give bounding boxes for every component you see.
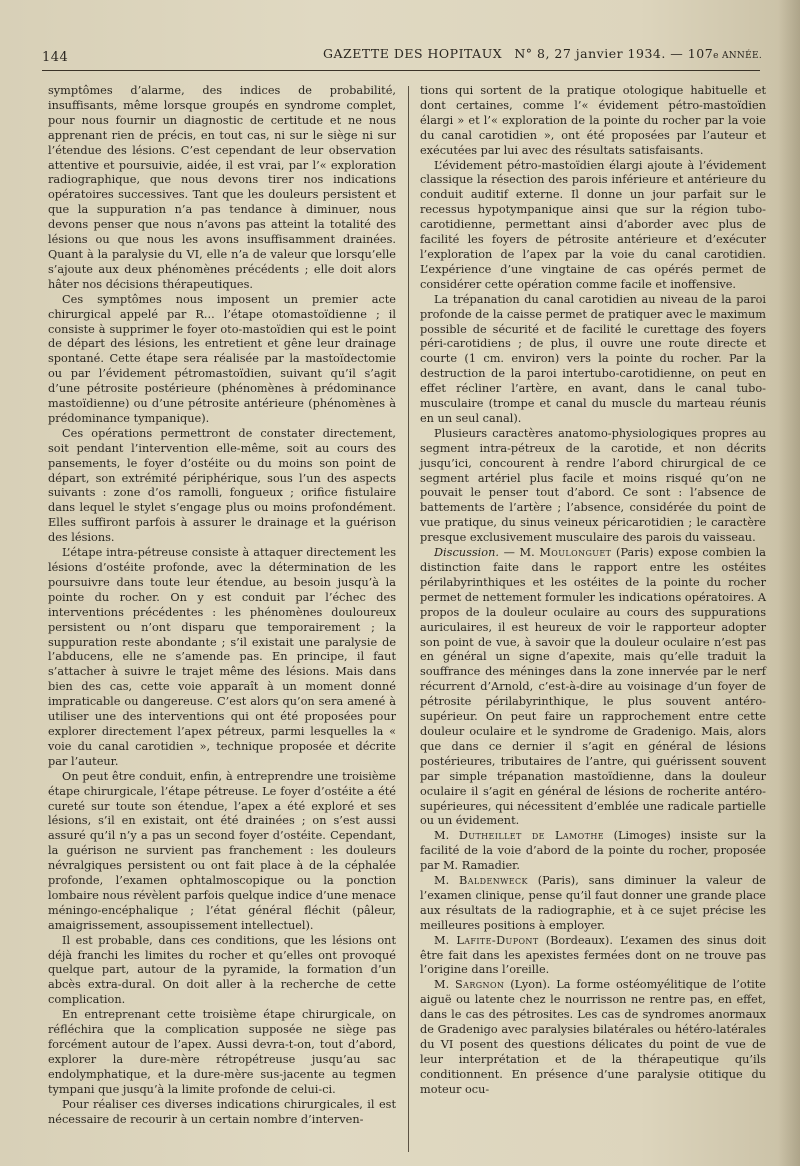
paragraph: Ces opérations permettront de constater directement, soit pendant l’intervention elle-même, soit au cours des pansements, le foyer d’ostéite ou du moins son point de départ, son extrémité périphérique, sous l’un des aspects suivants : zone d’os ramolli, fongueux ; orifice fistulaire dans lequel le stylet s’engage plus ou moins profondément. Elles suffiront parfois à assurer le drainage et la guérison des lésions.	[48, 426, 396, 545]
speaker-title: M.	[434, 978, 456, 992]
paragraph: Il est probable, dans ces conditions, que les lésions ont déjà franchi les limites du rocher et qu’elles ont provoqué quelque part, autour de la pyramide, la formation d’un abcès extra-dural. On doit aller à la recherche de cette complication.	[48, 933, 396, 1007]
discussion-paragraph	[420, 934, 766, 979]
paragraph: L’évidement pétro-mastoïdien élargi ajoute à l’évidement classique la résection des parois inférieure et antérieure du conduit auditif externe. Il donne un jour parfait sur le recessus hypotympanique ainsi que sur la région tubo-carotidienne, permettant ainsi d’aborder avec plus de facilité les foyers de pétrosite antérieure et d’exécuter l’exploration de l’apex par la voie du canal carotidien. L’expérience d’une vingtaine de cas opérés permet de considérer cette opération comme facile et inoffensive.	[420, 158, 766, 291]
issue-year-label: e ANNÉE.	[713, 51, 762, 61]
speaker-title: M.	[434, 829, 459, 843]
discussion-text: (Lyon). La forme ostéomyélitique de l’otite aiguë ou latente chez le nourrisson ne rentre pas, en effet, dans le cas des pétrosites. Les cas de syndromes anormaux de Gradenigo avec paralysies bilatérales ou hétéro-latérales du VI posent des questions délicates du point de vue de leur interprétation et de la thérapeutique qu’ils conditionnent. En présence d’une paralysie otitique du moteur ocu-	[420, 978, 766, 1096]
paragraph: Ces symptômes nous imposent un premier acte chirurgical appelé par R... l’étape otomastoïdienne ; il consiste à supprimer le foyer oto-mastoïdien qui est le point de départ des lésions, les entretient et gêne leur drainage spontané. Cette étape sera réalisée par la mastoïdectomie ou par l’évidement pétromastoïdien, suivant qu’il s’agit d’une pétrosite postérieure (phénomènes à prédominance mastoïdienne) ou d’une pétrosite antérieure (phénomènes à prédominance tympanique).	[48, 292, 396, 425]
paragraph: tions qui sortent de la pratique otologique habituelle et dont certaines, comme l’« évidement pétro-mastoïdien élargi » et l’« exploration de la pointe du rocher par la voie du canal carotidien », ont été proposées par l’auteur et exécutées par lui avec des résultats satisfaisants.	[420, 84, 766, 157]
paragraph: symptômes d’alarme, des indices de probabilité, insuffisants, même lorsque groupés en syndrome complet, pour nous fournir un diagnostic de certitude et ne nous apprenant rien de précis, en tout cas, ni sur le siège ni sur l’étendue des lésions. C’est cependant de leur observation attentive et poursuivie, aidée, il est vrai, par l’« exploration radiographique, que nous devons tirer nos indications opératoires successives. Tant que les douleurs persistent et que la suppuration n’a pas tendance à diminuer, nous devons penser que nous n’avons pas atteint la totalité des lésions ou que nous les avons insuffisamment drainées. Quant à la paralysie du VI, elle n’a de valeur que lorsqu’elle s’ajoute aux deux phénomènes précédents ; elle doit alors hâter nos décisions thérapeutiques.	[48, 84, 396, 291]
journal-title: GAZETTE DES HOPITAUX	[323, 46, 503, 61]
speaker-title: M.	[434, 874, 460, 888]
discussion-paragraph	[420, 829, 766, 874]
header-rule	[42, 70, 760, 71]
discussion-text: (Paris) expose combien la distinction faite dans le rapport entre les ostéites périlabyrinthiques et les ostéites de la pointe du rocher permet de nettement formuler les indications opératoires. A propos de la douleur oculaire au cours des suppurations auriculaires, il est heureux de voir le rapporteur adopter son point de vue, à savoir que la douleur oculaire n’est pas en général un signe d’apexite, mais qu’elle traduit la souffrance des méninges dans la zone innervée par le nerf récurrent d’Arnold, c’est-à-dire au voisinage d’un foyer de pétrosite périlabyrinthique, le plus souvent antéro-supérieur. On peut faire un rapprochement entre cette douleur oculaire et le syndrome de Gradenigo. Mais, alors que dans ce dernier il s’agit en général de lésions postérieures, tributaires de l’antre, qui guérissent souvent par simple trépanation mastoïdienne, dans la douleur oculaire il s’agit en général de lésions de rocherite antéro-supérieures, qui nécessitent d’emblée une radicale partielle ou un évidement.	[420, 546, 766, 828]
page-number: 144	[42, 50, 69, 65]
discussion-paragraph	[420, 874, 766, 934]
issue-date: N° 8, 27 janvier 1934. — 107	[514, 46, 714, 61]
column-divider	[408, 86, 409, 1152]
speaker-name: Dutheillet de Lamothe	[458, 829, 604, 843]
speaker-name: Baldenweck	[459, 874, 528, 888]
speaker-name: Moulonguet	[539, 546, 612, 560]
paragraph: L’étape intra-pétreuse consiste à attaquer directement les lésions d’ostéite profonde, avec la détermination de les poursuivre dans toute leur étendue, au besoin jusqu’à la pointe du rocher. On y est conduit par l’échec des interventions précédentes : les phénomènes douloureux persistent ou n’ont disparu que temporairement ; la suppuration reste abondante ; s’il existait une paralysie de l’abducens, elle ne s’amende pas. En principe, il faut s’attacher à suivre le trajet même des lésions. Mais dans bien des cas, cette voie apparaît à un moment donné impraticable ou dangereuse. C’est alors qu’on sera amené à utiliser une des interventions qui ont été proposées pour explorer directement l’apex pétreux, parmi lesquelles la « voie du canal carotidien », technique proposée et décrite par l’auteur.	[48, 546, 396, 768]
discussion-label: Discussion.	[434, 546, 499, 560]
speaker-title: M.	[434, 933, 457, 947]
paragraph: La trépanation du canal carotidien au niveau de la paroi profonde de la caisse permet de pratiquer avec le maximum possible de sécurité et de facilité le curettage des foyers péri-carotidiens ; de plus, il ouvre une route directe et courte (1 cm. environ) vers la pointe du rocher. Par la destruction de la paroi intertubo-carotidienne, on peut en effet récliner l’artère, en avant, dans le canal tubo-musculaire (trompe et canal du muscle du marteau réunis en un seul canal).	[420, 292, 766, 425]
page-edge-shadow	[778, 0, 800, 1166]
speaker-name: Lafite-Dupont	[456, 933, 539, 947]
left-column	[48, 84, 396, 1127]
speaker-name: Sargnon	[455, 978, 505, 992]
paragraph: En entreprenant cette troisième étape chirurgicale, on réfléchira que la complication supposée ne siège pas forcément autour de l’apex. Aussi devra-t-on, tout d’abord, explorer la dure-mère rétropétreuse jusqu’au sac endolymphatique, et la dure-mère sus-jacente au tegmen tympani que jusqu’à la limite profonde de celui-ci.	[48, 1008, 396, 1096]
right-column	[420, 84, 766, 1098]
paragraph: On peut être conduit, enfin, à entreprendre une troisième étape chirurgicale, l’étape pétreuse. Le foyer d’ostéite a été cureté sur toute son étendue, l’apex a été exploré et ses lésions, s’il en existait, ont été drainées ; on s’est aussi assuré qu’il n’y a pas un second foyer d’ostéite. Cependant, la guérison ne survient pas franchement : les douleurs névralgiques persistent ou ont fait place à de la céphalée profonde, l’examen ophtalmoscopique ou la ponction lombaire nous révèlent parfois quelque indice d’une menace méningo-encéphalique ; l’état général fléchit (pâleur, amaigrissement, assoupissement intellectuel).	[48, 769, 396, 932]
page-header	[38, 42, 762, 65]
paragraph: Plusieurs caractères anatomo-physiologiques propres au segment intra-pétreux de la carotide, et non décrits jusqu’ici, concourent à rendre l’abord chirurgical de ce segment artériel plus facile et moins risqué qu’on ne pouvait le penser tout d’abord. Ce sont : l’absence de battements de l’artère ; l’absence, considérée du point de vue pratique, du sinus veineux péricarotidien ; le caractère presque exclusivement musculaire des parois du vaisseau.	[420, 426, 766, 545]
discussion-dash: — M.	[498, 546, 540, 560]
discussion-text: (Paris), sans diminuer la valeur de l’examen clinique, pense qu’il faut donner une grande place aux résultats de la radiographie, et à ce sujet précise les meilleures positions à employer.	[420, 874, 766, 932]
paragraph: Pour réaliser ces diverses indications chirurgicales, il est nécessaire de recourir à un certain nombre d’interven-	[48, 1097, 396, 1126]
discussion-paragraph	[420, 978, 766, 1097]
issue-info	[514, 46, 762, 61]
discussion-paragraph	[420, 546, 766, 829]
discussion-text: (Bordeaux). L’examen des sinus doit être fait dans les apexistes fermées dont on ne trouve pas l’origine dans l’oreille.	[420, 933, 767, 977]
discussion-text: (Limoges) insiste sur la facilité de la voie d’abord de la pointe du rocher, proposée par M. Ramadier.	[420, 829, 766, 873]
